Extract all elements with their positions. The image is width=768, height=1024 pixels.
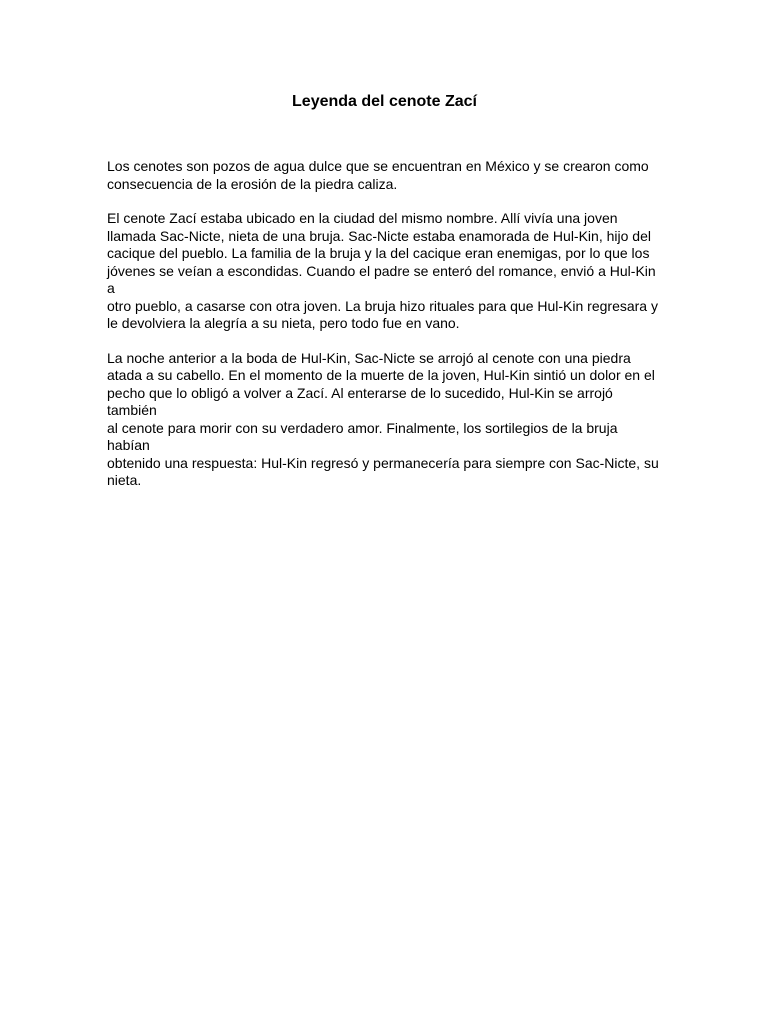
document-title: Leyenda del cenote Zací bbox=[292, 93, 477, 110]
text-line: le devolviera la alegría a su nieta, pero todo fue en vano. bbox=[107, 315, 460, 331]
text-line: consecuencia de la erosión de la piedra caliza. bbox=[107, 175, 398, 192]
text-line: otro pueblo, a casarse con otra joven. La bruja hizo rituales para que Hul-Kin regresara y bbox=[107, 297, 658, 314]
text-line: La noche anterior a la boda de Hul-Kin, Sac-Nicte se arrojó al cenote con una piedra bbox=[107, 349, 631, 366]
text-line: jóvenes se veían a escondidas. Cuando el padre se enteró del romance, envió a Hul-Kin a bbox=[107, 262, 656, 296]
text-line: pecho que lo obligó a volver a Zací. Al enterarse de lo sucedido, Hul-Kin se arrojó también bbox=[107, 384, 613, 418]
text-line: Los cenotes son pozos de agua dulce que se encuentran en México y se crearon como bbox=[107, 158, 649, 174]
document-body bbox=[107, 158, 662, 490]
text-line: llamada Sac-Nicte, nieta de una bruja. Sac-Nicte estaba enamorada de Hul-Kin, hijo del bbox=[107, 227, 651, 244]
paragraph-1 bbox=[107, 158, 662, 193]
text-line: nieta. bbox=[107, 472, 142, 488]
text-line: atada a su cabello. En el momento de la muerte de la joven, Hul-Kin sintió un dolor en el bbox=[107, 367, 655, 383]
text-line: obtenido una respuesta: Hul-Kin regresó y permanecería para siempre con Sac-Nicte, su bbox=[107, 454, 659, 471]
paragraph-3 bbox=[107, 350, 662, 490]
text-line: cacique del pueblo. La familia de la bruja y la del cacique eran enemigas, por lo que los bbox=[107, 245, 650, 261]
text-line: El cenote Zací estaba ubicado en la ciudad del mismo nombre. Allí vivía una joven bbox=[107, 210, 618, 226]
text-line: al cenote para morir con su verdadero amor. Finalmente, los sortilegios de la bruja habían bbox=[107, 419, 618, 453]
paragraph-2 bbox=[107, 210, 662, 333]
